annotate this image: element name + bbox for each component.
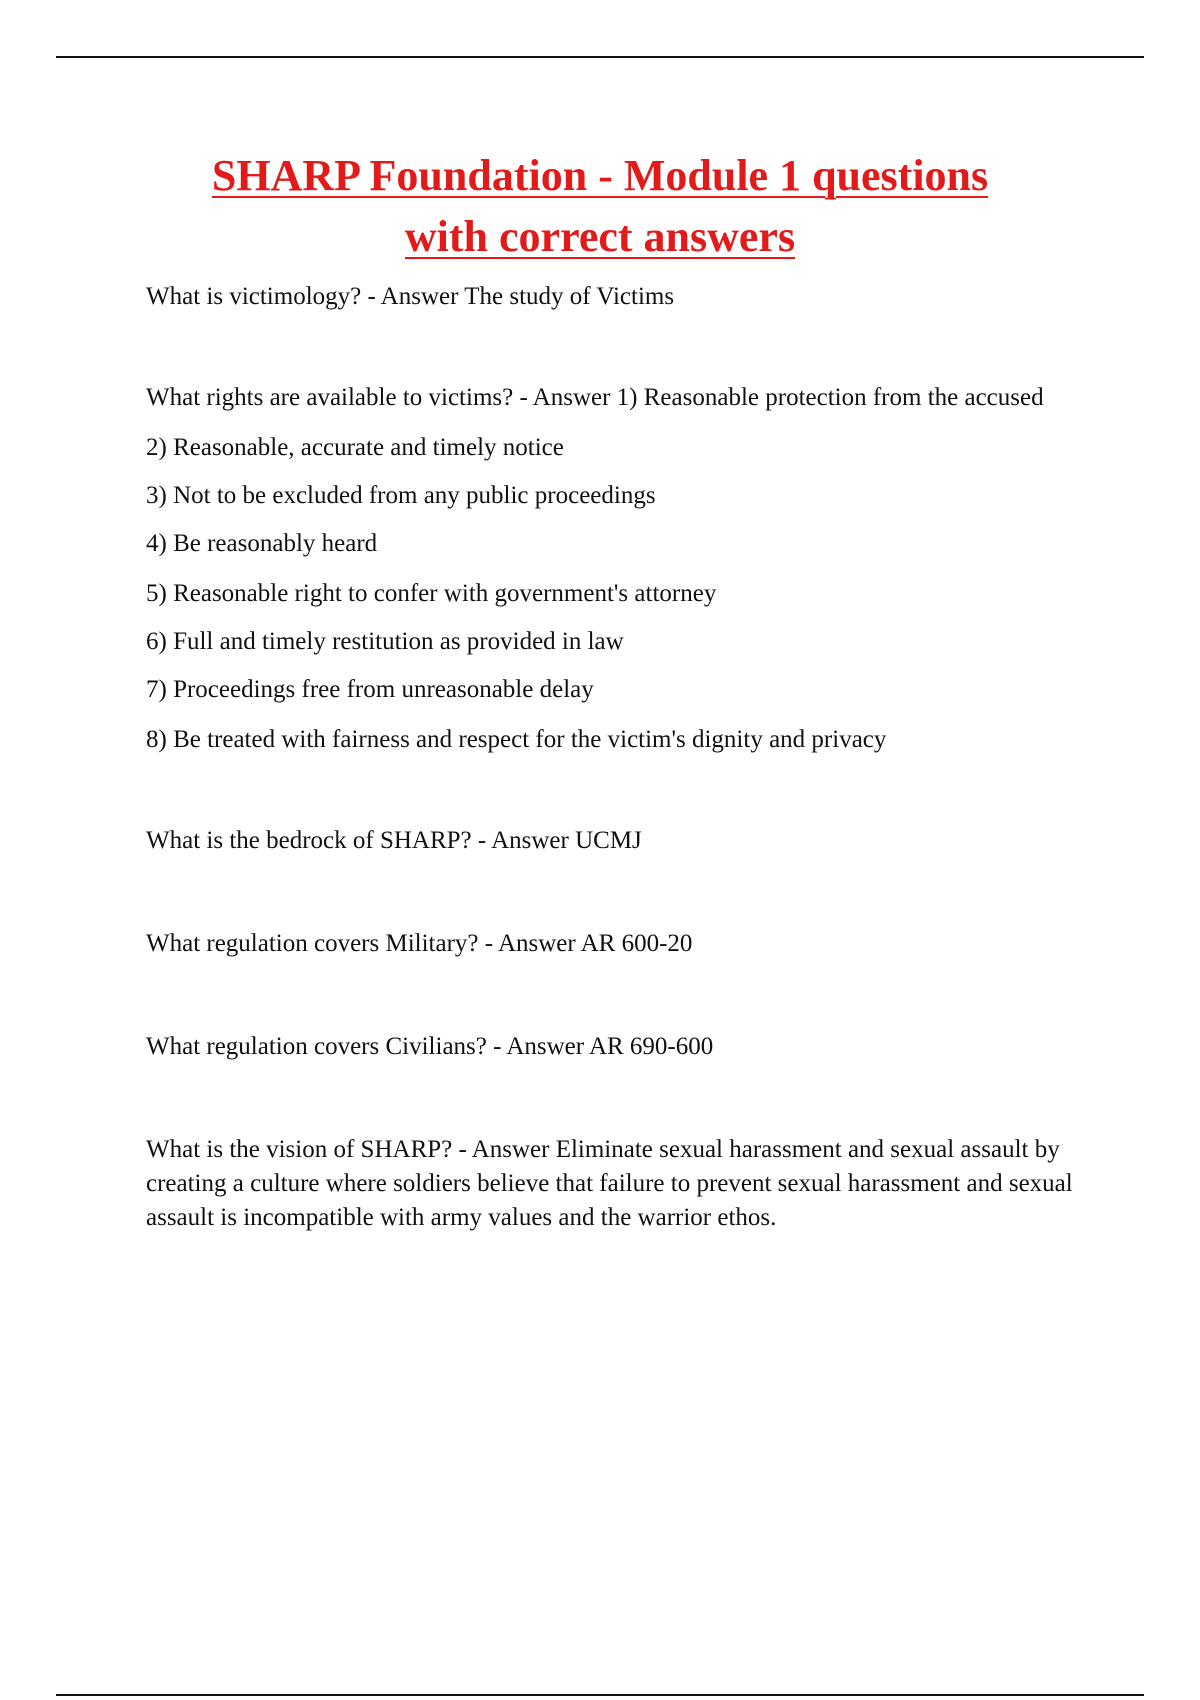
qa-item-victim-rights (146, 381, 1086, 757)
qa-item-bedrock: What is the bedrock of SHARP? - Answer UCMJ (146, 827, 642, 854)
qa-content (146, 280, 1086, 1235)
rights-list-item: 5) Reasonable right to confer with government's attorney (146, 580, 717, 607)
bottom-divider (56, 1694, 1144, 1696)
rights-list-item: 4) Be reasonably heard (146, 530, 378, 557)
qa-item-civilian-regulation: What regulation covers Civilians? - Answer AR 690-600 (146, 1033, 714, 1060)
qa-item-military-regulation: What regulation covers Military? - Answer AR 600-20 (146, 930, 693, 957)
rights-list-item: 2) Reasonable, accurate and timely notice (146, 434, 564, 461)
rights-list-item: 8) Be treated with fairness and respect for the victim's dignity and privacy (146, 726, 887, 753)
rights-list-item: 7) Proceedings free from unreasonable delay (146, 676, 594, 703)
rights-list-item: 3) Not to be excluded from any public proceedings (146, 482, 656, 509)
title-line-1: SHARP Foundation - Module 1 questions (211, 151, 989, 200)
title-line-2: with correct answers (404, 212, 796, 261)
top-divider (56, 56, 1144, 58)
rights-list-item: 6) Full and timely restitution as provided in law (146, 628, 624, 655)
qa-item-vision: What is the vision of SHARP? - Answer Eliminate sexual harassment and sexual assault by creating a culture where soldiers believe that failure to prevent sexual harassment and sexual assault is incompatible with army values and the warrior ethos. (146, 1136, 1073, 1231)
document-title (100, 145, 1100, 267)
qa-question-victim-rights: What rights are available to victims? - Answer 1) Reasonable protection from the accused (146, 384, 1044, 411)
qa-item-victimology: What is victimology? - Answer The study of Victims (146, 283, 675, 310)
